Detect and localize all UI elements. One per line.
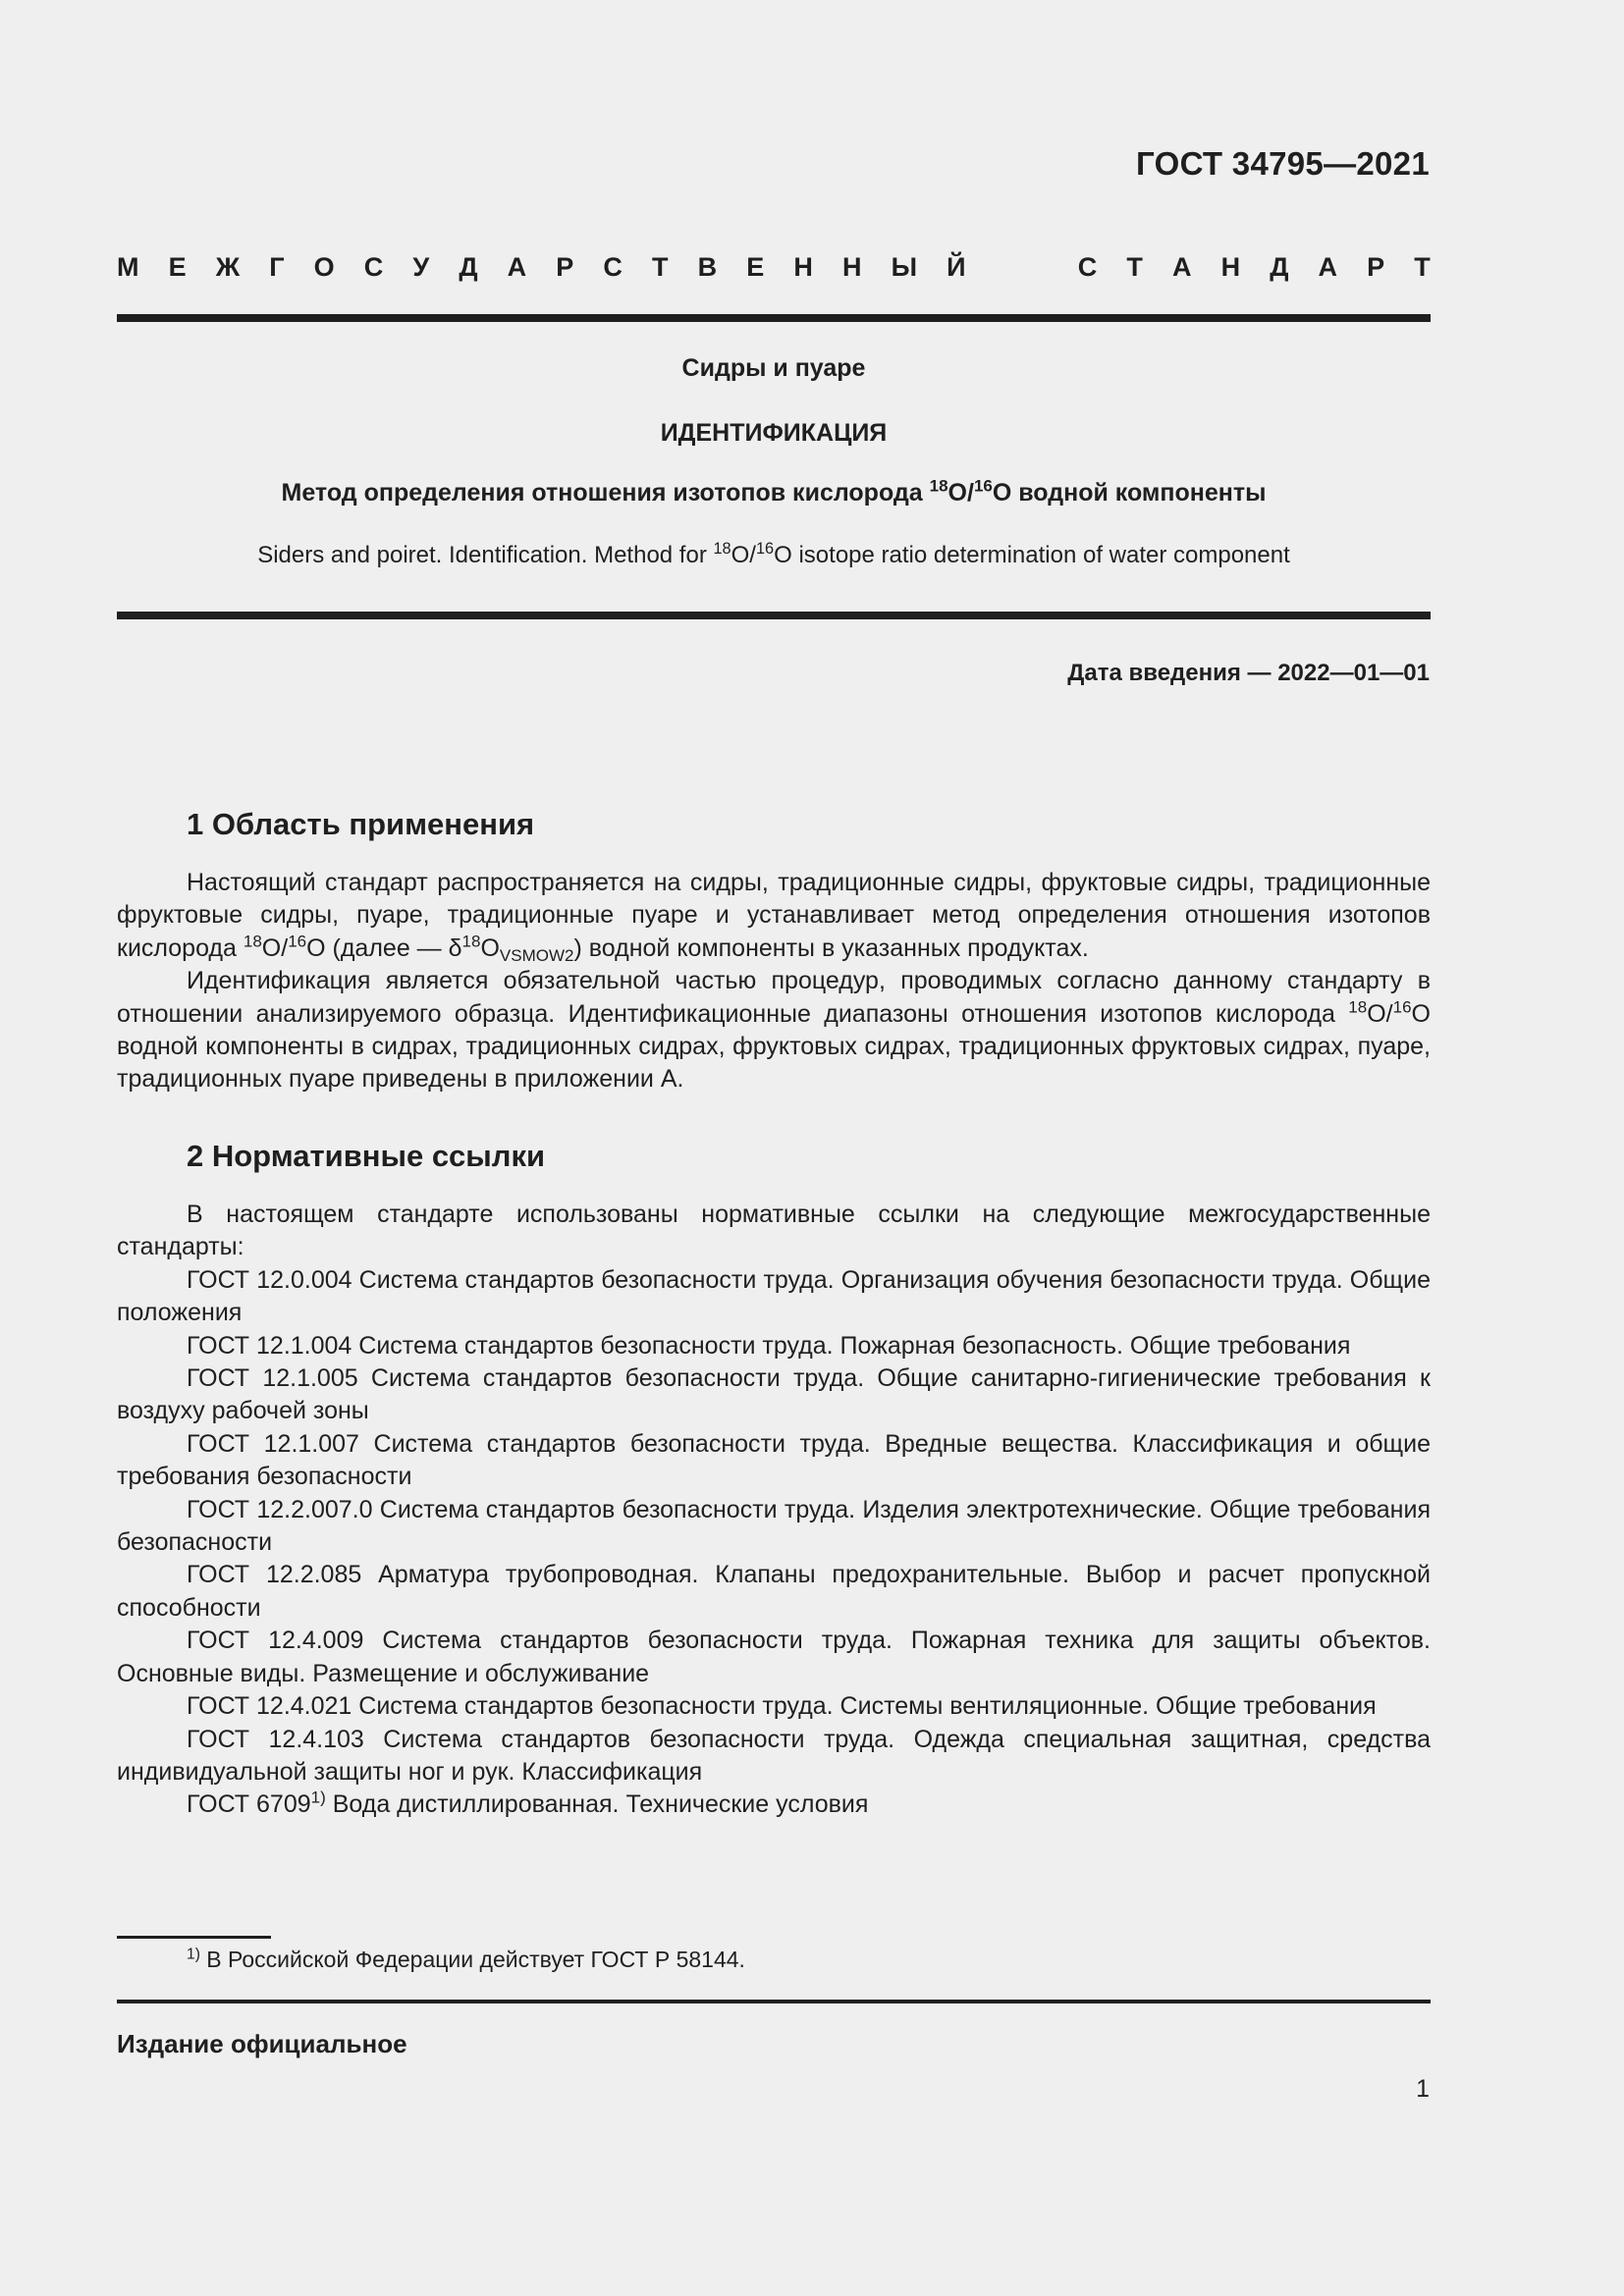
title-method [117,476,1431,507]
banner-letter: Й [947,252,966,282]
text: ГОСТ 6709 [187,1790,311,1819]
banner-letter: Н [841,252,862,282]
banner-letter: Е [746,252,765,282]
interstate-standard-banner [117,252,1431,283]
banner-letter: Д [1270,252,1289,282]
footer-rule [117,2000,1431,2003]
banner-letter: С [603,252,623,282]
banner-letter: Т [1414,252,1431,282]
banner-letter: Ы [891,252,918,282]
text: O/ [1367,999,1393,1028]
text: Вода дистиллированная. Технические условия [325,1790,869,1819]
banner-letter: С [363,252,384,282]
title-method-text: Метод определения отношения изотопов кислорода [281,479,930,507]
footnote-marker: 1) [310,1788,326,1807]
title-english [117,542,1431,569]
footnote-text: В Российской Федерации действует ГОСТ Р 58144. [199,1947,745,1972]
superscript: 16 [755,540,775,559]
title-method-text: O/ [947,479,974,507]
text: O/ [261,934,289,962]
banner-letter: О [313,252,335,282]
banner-letter: Н [793,252,813,282]
text: O [480,934,500,962]
title-method-text: O водной компоненты [992,479,1267,507]
normative-reference [117,1789,1431,1821]
banner-letter: А [1171,252,1192,282]
introduction-date: Дата введения — 2022—01—01 [1067,660,1430,686]
footnote-marker: 1) [187,1946,200,1963]
text: ) водной компоненты в указанных продуктах. [573,934,1089,962]
standard-number: ГОСТ 34795—2021 [1136,145,1430,182]
banner-letter: Т [652,252,669,282]
banner-letter: А [1318,252,1338,282]
banner-letter: Т [1126,252,1143,282]
superscript: 16 [288,932,307,951]
text: Идентификация является обязательной частью процедур, проводимых согласно данному стандарту в отношении анализируемого образца. Идентификационные диапазоны отношения изотопов кислорода [117,967,1431,1028]
banner-letter: В [697,252,718,282]
superscript: 18 [1348,997,1368,1017]
text: Настоящий стандарт распространяется на сидры, традиционные сидры, фруктовые сидры, традиционные фруктовые сидры, пуаре, традиционные пуаре и устанавливает метод определения отношения изотопов кислорода [117,869,1431,962]
footnote-separator [117,1936,271,1939]
section-2-body [117,1199,1431,1822]
superscript: 16 [973,476,993,496]
banner-letter: Н [1220,252,1241,282]
banner-letter: Ж [215,252,241,282]
title-english-text: O isotope ratio determination of water component [774,542,1290,568]
banner-letter: Г [269,252,285,282]
banner-letter: А [507,252,527,282]
text: O (далее — δ [306,934,462,962]
normative-reference: ГОСТ 12.1.005 Система стандартов безопасности труда. Общие санитарно-гигиенические требования к воздуху рабочей зоны [117,1364,1431,1425]
header-rule [117,314,1431,322]
banner-gap [996,252,1049,283]
page-number: 1 [1416,2075,1430,2103]
banner-letter: Р [1367,252,1385,282]
superscript: 18 [713,540,731,559]
title-identification: ИДЕНТИФИКАЦИЯ [660,419,888,447]
superscript: 18 [243,932,262,951]
normative-reference: ГОСТ 12.0.004 Система стандартов безопасности труда. Организация обучения безопасности труда. Общие положения [117,1265,1431,1327]
title-rule [117,612,1431,619]
normative-reference: ГОСТ 12.2.007.0 Система стандартов безопасности труда. Изделия электротехнические. Общие требования безопасности [117,1495,1431,1557]
section-2-heading: 2 Нормативные ссылки [187,1139,546,1173]
paragraph: В настоящем стандарте использованы нормативные ссылки на следующие межгосударственные стандарты: [117,1201,1431,1261]
normative-reference: ГОСТ 12.4.009 Система стандартов безопасности труда. Пожарная техника для защиты объектов. Основные виды. Размещение и обслуживание [117,1627,1431,1687]
section-1-body [117,867,1431,1096]
normative-reference: ГОСТ 12.1.007 Система стандартов безопасности труда. Вредные вещества. Классификация и общие требования безопасности [117,1429,1431,1491]
banner-letter: С [1077,252,1098,282]
normative-reference: ГОСТ 12.4.103 Система стандартов безопасности труда. Одежда специальная защитная, средства индивидуальной защиты ног и рук. Классификация [117,1725,1431,1786]
subscript: VSMOW2 [499,945,574,965]
superscript: 18 [929,476,948,496]
superscript: 16 [1392,997,1412,1017]
paragraph [117,867,1431,965]
edition-label: Издание официальное [117,2029,407,2058]
banner-letter: Р [556,252,574,282]
normative-reference: ГОСТ 12.2.085 Арматура трубопроводная. Клапаны предохранительные. Выбор и расчет пропускной способности [117,1561,1431,1622]
section-1-heading: 1 Область применения [187,807,535,841]
banner-letter: М [117,252,139,282]
text: O водной компоненты в сидрах, традиционных сидрах, фруктовых сидрах, традиционных фруктовых сидрах, пуаре, традиционных пуаре приведены в приложении А. [117,999,1431,1094]
title-english-text: O/ [731,542,756,568]
title-product: Сидры и пуаре [681,354,866,382]
banner-letter: У [412,252,430,282]
banner-letter: Е [168,252,187,282]
normative-reference: ГОСТ 12.1.004 Система стандартов безопасности труда. Пожарная безопасность. Общие требования [187,1331,1351,1360]
banner-letter: Д [459,252,478,282]
superscript: 18 [461,932,481,951]
footnote [187,1944,745,1975]
paragraph [117,965,1431,1096]
title-english-text: Siders and poiret. Identification. Method for [257,542,714,568]
normative-reference: ГОСТ 12.4.021 Система стандартов безопасности труда. Системы вентиляционные. Общие требования [187,1692,1377,1721]
